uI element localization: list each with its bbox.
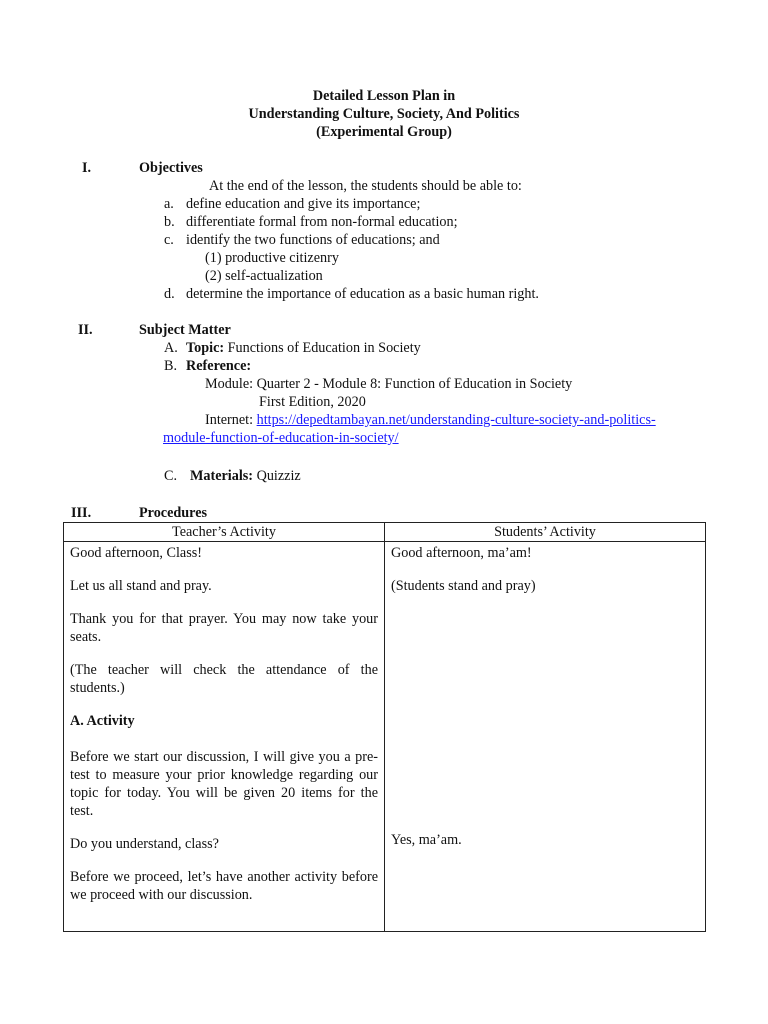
student-line: Yes, ma’am. [391,832,462,848]
module-value: Quarter 2 - Module 8: Function of Education in Society [256,376,573,392]
section-numeral-objectives: I. [82,160,92,176]
teacher-activity-cell [64,542,385,932]
reference-label: Reference: [186,358,252,374]
topic-line [186,339,421,357]
section-heading-objectives: Objectives [139,160,203,176]
activity-subheading: A. Activity [70,713,135,729]
objective-text: identify the two functions of educations; and [186,232,440,248]
teacher-line: Let us all stand and pray. [70,578,212,594]
teacher-line: Good afternoon, Class! [70,545,202,561]
reference-link-continued[interactable] [163,429,399,447]
objective-text: define education and give its importance; [186,196,421,212]
students-activity-cell [385,542,706,932]
teacher-line: (The teacher will check the attendance of the students.) [70,662,378,696]
document-subject: Understanding Culture, Society, And Politics [248,106,520,122]
reference-module-line [205,375,572,393]
objective-marker: d. [164,286,175,302]
table-row [64,542,706,932]
teacher-line: Before we proceed, let’s have another activity before we proceed with our discussion. [70,869,378,903]
document-group: (Experimental Group) [316,124,452,140]
teacher-line: Thank you for that prayer. You may now take your seats. [70,611,378,645]
table-header-row [64,523,706,542]
objective-text: determine the importance of education as a basic human right. [186,286,539,302]
reference-internet-line [205,411,656,429]
objective-marker: c. [164,232,174,248]
topic-label: Topic: [186,340,225,356]
objective-marker: a. [164,196,174,212]
column-header-students: Students’ Activity [385,523,706,542]
topic-marker: A. [164,340,178,356]
reference-edition: First Edition, 2020 [259,394,366,410]
materials-label: Materials: [190,468,254,484]
teacher-line: Do you understand, class? [70,836,219,852]
teacher-line: Before we start our discussion, I will give you a pre-test to measure your prior knowledge regarding our topic for today. You will be given 20 items for the test. [70,749,378,819]
procedures-table [63,522,706,932]
reference-link-continuation[interactable]: module-function-of-education-in-society/ [163,430,399,446]
module-label: Module: [205,376,254,392]
student-line: (Students stand and pray) [391,578,536,594]
internet-label: Internet: [205,412,254,428]
reference-link[interactable]: https://depedtambayan.net/understanding-culture-society-and-politics- [256,412,656,428]
objective-marker: b. [164,214,175,230]
student-line: Good afternoon, ma’am! [391,545,532,561]
section-heading-procedures: Procedures [139,505,208,521]
objective-text: differentiate formal from non-formal education; [186,214,458,230]
section-numeral-subject-matter: II. [78,322,93,338]
document-title: Detailed Lesson Plan in [312,88,456,104]
reference-marker: B. [164,358,178,374]
objectives-intro: At the end of the lesson, the students should be able to: [209,178,522,194]
column-header-teacher: Teacher’s Activity [64,523,385,542]
topic-value: Functions of Education in Society [227,340,421,356]
section-numeral-procedures: III. [71,505,92,521]
objective-subitem: (1) productive citizenry [205,250,339,266]
section-heading-subject-matter: Subject Matter [139,322,231,338]
materials-value: Quizziz [256,468,301,484]
materials-line [190,467,301,485]
objective-subitem: (2) self-actualization [205,268,323,284]
materials-marker: C. [164,468,178,484]
